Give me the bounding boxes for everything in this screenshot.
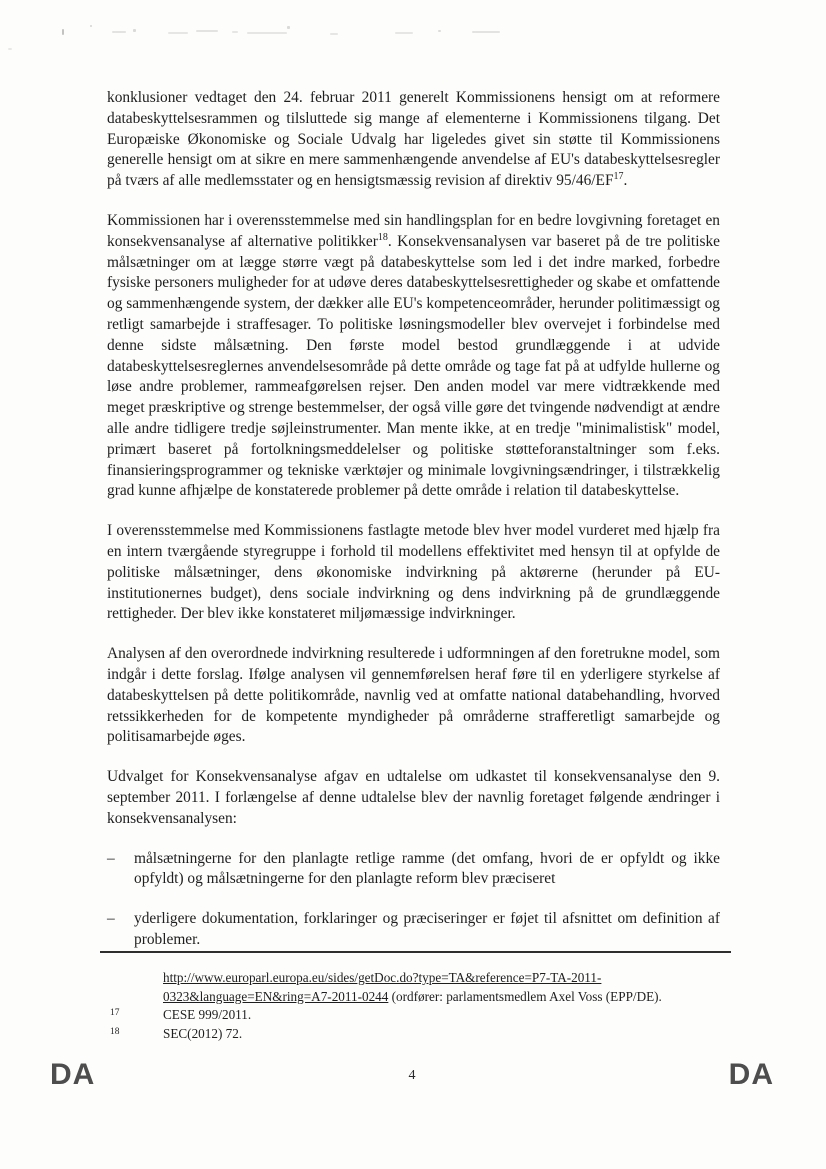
footnote-text <box>163 970 662 1004</box>
list-item-text: yderligere dokumentation, forklaringer og præciseringer er føjet til afsnittet om definition af problemer. <box>134 910 720 948</box>
footnote-ref-17: 17 <box>613 171 624 183</box>
footnote <box>100 1025 731 1044</box>
language-code-left: DA <box>50 1058 96 1091</box>
language-code-right: DA <box>728 1058 774 1091</box>
paragraph <box>107 767 720 829</box>
paragraph-text: I overensstemmelse med Kommissionens fastlagte metode blev hver model vurderet med hjælp fra en intern tværgående styregruppe i forhold til modellens effektivitet med hensyn til at opfylde de politiske målsætninger, dens økonomiske indvirkning på aktørerne (herunder på EU-institutionernes budget), dens sociale indvirkning og dens indvirkning på de grundlæggende rettigheder. Der blev ikke konstateret miljømæssige indvirkninger. <box>107 522 720 623</box>
paragraph <box>107 644 720 748</box>
footnote-link[interactable]: http://www.europarl.europa.eu/sides/getDoc.do?type=TA&reference=P7-TA-2011-0323&language=EN&ring=A7-2011-0244 <box>163 970 602 1004</box>
dash-marker: – <box>107 849 115 867</box>
paragraph <box>107 521 720 625</box>
document-body <box>107 88 720 970</box>
paragraph-text: . Konsekvensanalysen var baseret på de tre politiske målsætninger om at lægge større vægt på databeskyttelse som led i det indre marked, forbedre fysiske personers muligheder for at udøve deres databeskyttelsesrettigheder og skabe et omfattende og sammenhængende system, der dækker alle EU's kompetenceområder, herunder politimæssigt og retligt samarbejde i straffesager. To politiske løsningsmodeller blev overvejet i forbindelse med denne sidste målsætning. Den første model bestod grundlæggende i at udvide databeskyttelsesreglernes anvendelsesområde på dette område og tage fat på at udfylde hullerne og løse andre problemer, rammeafgørelsen rejser. Den anden model var mere vidtrækkende med meget præskriptive og strenge bestemmelser, der også ville gøre det tvingende nødvendigt at ændre alle andre tidligere tredje søjleinstrumenter. Man mente ikke, at en tredje "minimalistisk" model, primært baseret på fortolkningsmeddelelser og politiske støtteforanstaltninger som f.eks. finansieringsprogrammer og tekniske værktøjer og minimale lovgivningsændringer, i tilstrækkelig grad kunne afhjælpe de konstaterede problemer på dette område i relation til databeskyttelse. <box>107 232 720 500</box>
paragraph <box>107 211 720 502</box>
dash-marker: – <box>107 910 115 928</box>
footnote-marker: 17 <box>110 1008 120 1019</box>
paragraph-text: Analysen af den overordnede indvirkning resulterede i udformningen af den foretrukne model, som indgår i dette forslag. Ifølge analysen vil gennemførelsen heraf føre til en yderligere styrkelse af databeskyttelsen på dette politikområde, navnlig ved at omfatte national databehandling, hvorved retssikkerheden for de kompetente myndigheder på områderne strafferetligt samarbejde og politisamarbejde øges. <box>107 645 720 746</box>
footnote-separator <box>100 951 731 953</box>
paragraph-text: Kommissionen har i overensstemmelse med sin handlingsplan for en bedre lovgivning foretaget en konsekvensanalyse af alternative politikker <box>107 211 720 250</box>
paragraph-text: konklusioner vedtaget den 24. februar 2011 generelt Kommissionens hensigt om at reformere databeskyttelsesrammen og tilsluttede sig mange af elementerne i Kommissionens tilgang. Det Europæiske Økonomiske og Sociale Udvalg har ligeledes givet sin støtte til Kommissionens generelle hensigt om at sikre en mere sammenhængende anvendelse af EU's databeskyttelsesregler på tværs af alle medlemsstater og en hensigtsmæssig revision af direktiv 95/46/EF <box>107 89 720 190</box>
footnote-text: SEC(2012) 72. <box>163 1025 243 1041</box>
page-footer <box>0 1058 826 1092</box>
footnote-block <box>100 951 731 1043</box>
footnote-text: CESE 999/2011. <box>163 1007 252 1023</box>
footnote-ref-18: 18 <box>377 231 388 243</box>
footnote <box>100 969 731 1006</box>
list-item <box>107 909 720 951</box>
list-item <box>107 849 720 891</box>
paragraph-text: . <box>623 172 628 190</box>
list-item-text: målsætningerne for den planlagte retlige ramme (det omfang, hvori de er opfyldt og ikke opfyldt) og målsætningerne for den planlagte reform blev præciseret <box>134 849 720 888</box>
paragraph <box>107 88 720 192</box>
page-number: 4 <box>408 1068 416 1083</box>
footnote-marker: 18 <box>110 1026 120 1037</box>
footnote <box>100 1006 731 1025</box>
footnote-text-tail: (ordfører: parlamentsmedlem Axel Voss (EPP/DE). <box>388 988 662 1004</box>
paragraph-text: Udvalget for Konsekvensanalyse afgav en udtalelse om udkastet til konsekvensanalyse den 9. september 2011. I forlængelse af denne udtalelse blev der navnlig foretaget følgende ændringer i konsekvensanalysen: <box>107 768 720 827</box>
